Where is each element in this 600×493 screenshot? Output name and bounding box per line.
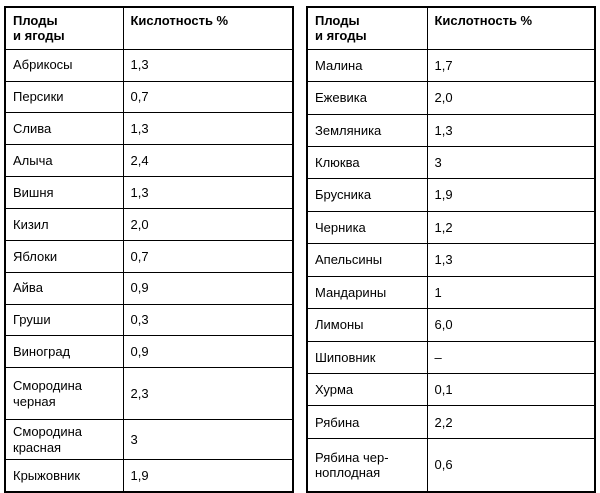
table-row: [307, 82, 595, 114]
acidity-value-cell: 0,6: [427, 438, 595, 492]
acidity-value-cell: 2,4: [123, 145, 293, 177]
fruit-name-cell: [5, 177, 123, 209]
column-header-acidity: Кислотность %: [123, 7, 293, 49]
table-header-right: [307, 7, 595, 49]
table-row: [5, 459, 293, 492]
acidity-value-cell: 1,9: [427, 179, 595, 211]
table-row: [307, 374, 595, 406]
fruit-name-line1: Алыча: [13, 153, 53, 168]
fruit-name-line2: красная: [13, 439, 62, 455]
fruit-name-line1: Яблоки: [13, 248, 58, 264]
table-row: [5, 145, 293, 177]
acidity-value-cell: 1,3: [123, 49, 293, 81]
fruit-name-line1: Апельсины: [315, 252, 383, 268]
fruit-name-line2: черная: [13, 393, 56, 409]
acidity-value-cell: 0,3: [123, 304, 293, 336]
fruit-name-line1: Шиповник: [315, 349, 376, 365]
fruit-name-line1: Ежевика: [315, 90, 367, 106]
fruit-name-cell: [307, 82, 427, 114]
fruit-name-line1: Черника: [315, 219, 366, 235]
acidity-value-cell: 1,3: [123, 177, 293, 209]
fruit-name-cell: [5, 368, 123, 420]
fruit-name-cell: [307, 276, 427, 308]
column-header-fruit-line2: и ягоды: [315, 28, 367, 44]
fruit-name-cell: [5, 208, 123, 240]
fruit-name-line1: Земляника: [315, 122, 382, 138]
acidity-value-cell: 1,9: [123, 459, 293, 492]
fruit-name-cell: [307, 179, 427, 211]
table-row: [5, 177, 293, 209]
fruit-name-cell: [5, 304, 123, 336]
fruit-name-line1: Рябина: [315, 414, 360, 430]
acidity-value-cell: 1,3: [427, 244, 595, 276]
fruit-name-line1: Слива: [13, 121, 52, 137]
acidity-value-cell: 3: [123, 420, 293, 460]
table-row: [307, 49, 595, 81]
acidity-value-cell: 3: [427, 146, 595, 178]
table-row: [5, 49, 293, 81]
column-header-fruit-line1: Плоды: [315, 13, 360, 28]
table-row: [307, 146, 595, 178]
fruit-name-cell: [5, 459, 123, 492]
fruit-name-line1: Лимоны: [315, 317, 364, 333]
fruit-name-line1: Виноград: [13, 344, 71, 360]
table-row: [5, 81, 293, 113]
table-row: [5, 336, 293, 368]
acidity-value-cell: 2,0: [123, 208, 293, 240]
table-row: [307, 114, 595, 146]
fruit-name-cell: [307, 406, 427, 438]
fruit-name-line1: Крыжовник: [13, 467, 81, 483]
fruit-name-cell: [307, 374, 427, 406]
fruit-name-line1: Абрикосы: [13, 57, 73, 73]
acidity-value-cell: 0,9: [123, 336, 293, 368]
fruit-name-line1: Рябина чер-: [315, 449, 389, 465]
fruit-name-cell: [307, 438, 427, 492]
fruit-name-line1: Смородина: [13, 424, 82, 440]
column-header-acidity: Кислотность %: [427, 7, 595, 49]
fruit-name-cell: [5, 240, 123, 272]
acidity-value-cell: 1,7: [427, 49, 595, 81]
fruit-name-line1: Груши: [13, 312, 51, 328]
fruit-name-cell: [307, 211, 427, 243]
column-header-fruit: [5, 7, 123, 49]
acidity-value-cell: –: [427, 341, 595, 373]
acidity-value-cell: 0,7: [123, 81, 293, 113]
table-header-left: [5, 7, 293, 49]
fruit-name-cell: [5, 113, 123, 145]
fruit-name-line1: Брусника: [315, 187, 372, 203]
fruit-name-cell: [307, 49, 427, 81]
table-row: [307, 438, 595, 492]
acidity-value-cell: 2,0: [427, 82, 595, 114]
fruit-name-line1: Клюква: [315, 155, 360, 171]
table-row: [307, 179, 595, 211]
table-row: [307, 341, 595, 373]
acidity-value-cell: 0,7: [123, 240, 293, 272]
table-row: [307, 276, 595, 308]
acidity-value-cell: 6,0: [427, 309, 595, 341]
fruit-name-cell: [307, 146, 427, 178]
fruit-name-line1: Айва: [13, 280, 43, 296]
fruit-name-line1: Кизил: [13, 216, 49, 232]
fruit-name-line1: Малина: [315, 57, 363, 73]
fruit-name-cell: [307, 244, 427, 276]
fruit-name-line1: Хурма: [315, 382, 354, 398]
fruit-name-cell: [307, 309, 427, 341]
fruit-name-line1: Вишня: [13, 184, 54, 200]
fruit-name-cell: [5, 145, 123, 177]
header-row: [5, 7, 293, 49]
fruit-name-line1: Мандарины: [315, 284, 387, 300]
table-row: [307, 211, 595, 243]
column-header-fruit-line1: Плоды: [13, 13, 58, 28]
table-row: [5, 113, 293, 145]
column-header-fruit-line2: и ягоды: [13, 28, 65, 44]
fruit-name-line1: Смородина: [13, 378, 82, 394]
table-row: [5, 272, 293, 304]
acidity-value-cell: 1: [427, 276, 595, 308]
acidity-value-cell: 1,3: [123, 113, 293, 145]
acidity-value-cell: 1,3: [427, 114, 595, 146]
fruit-name-cell: [5, 272, 123, 304]
table-row: [5, 368, 293, 420]
fruit-name-cell: [5, 336, 123, 368]
fruit-name-cell: [307, 341, 427, 373]
acidity-value-cell: 2,3: [123, 368, 293, 420]
table-row: [307, 406, 595, 438]
fruit-name-cell: [5, 420, 123, 460]
acidity-value-cell: 0,1: [427, 374, 595, 406]
table-body-right: [307, 49, 595, 492]
acidity-value-cell: 0,9: [123, 272, 293, 304]
table-row: [5, 420, 293, 460]
table-row: [307, 309, 595, 341]
fruit-acidity-table-right: [306, 6, 596, 493]
table-row: [5, 208, 293, 240]
table-row: [307, 244, 595, 276]
table-row: [5, 240, 293, 272]
header-row: [307, 7, 595, 49]
fruit-acidity-table-left: [4, 6, 294, 493]
fruit-name-cell: [307, 114, 427, 146]
acidity-value-cell: 1,2: [427, 211, 595, 243]
column-header-fruit: [307, 7, 427, 49]
fruit-name-line2: ноплодная: [315, 464, 381, 480]
fruit-name-line1: Персики: [13, 89, 64, 105]
acidity-value-cell: 2,2: [427, 406, 595, 438]
table-row: [5, 304, 293, 336]
table-body-left: [5, 49, 293, 492]
fruit-name-cell: [5, 81, 123, 113]
fruit-name-cell: [5, 49, 123, 81]
